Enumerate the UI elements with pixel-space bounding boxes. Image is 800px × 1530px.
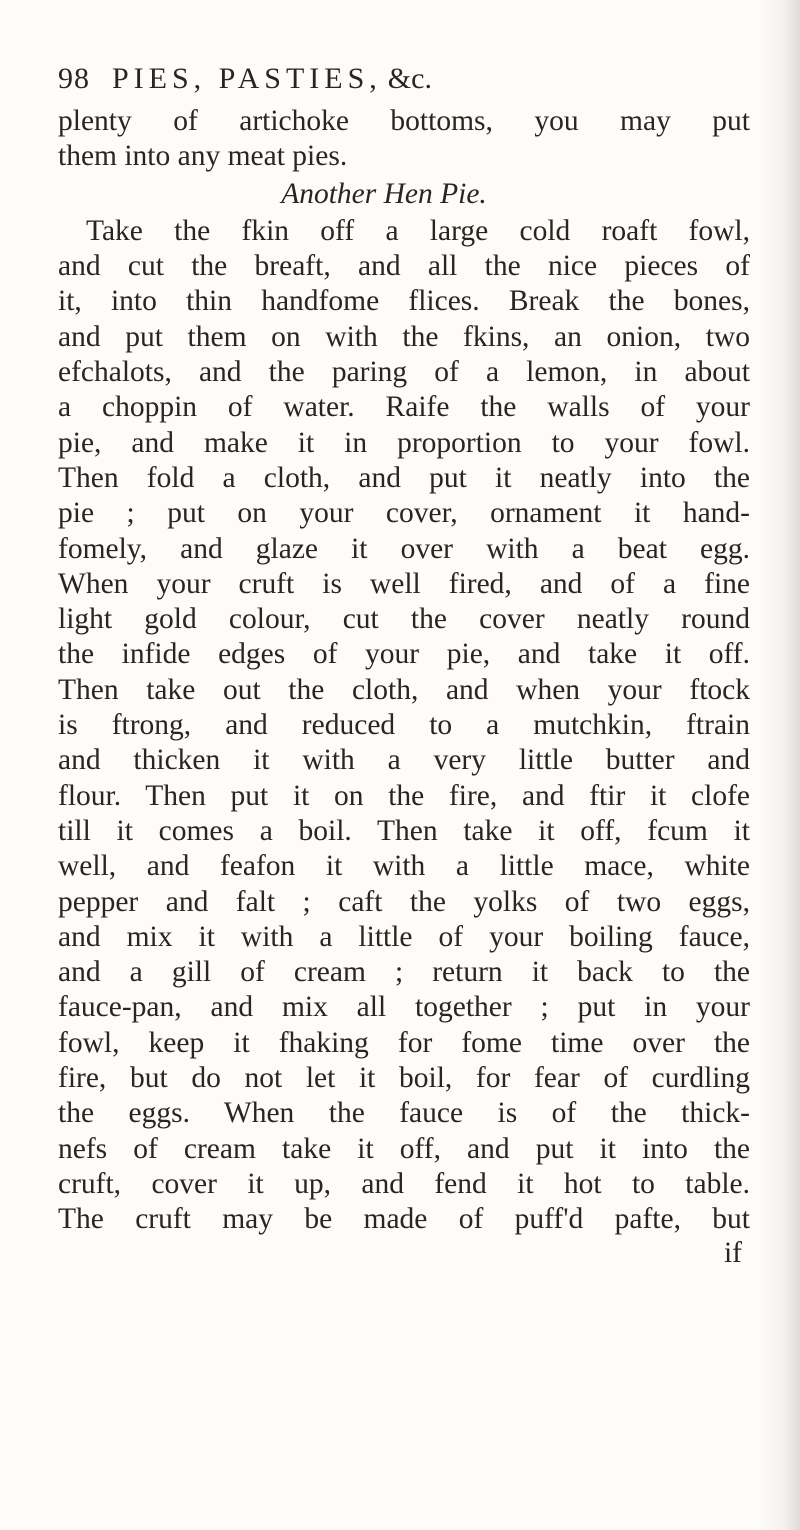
text-line: Take the fkin off a large cold roaft fowl, xyxy=(86,214,750,247)
text-line: plenty of artichoke bottoms, you may put xyxy=(58,105,750,137)
text-line: fauce-pan, and mix all together ; put in your xyxy=(58,991,750,1024)
page-gutter-shadow xyxy=(760,0,800,1530)
text-line: them into any meat pies. xyxy=(58,140,348,173)
text-line: flour. Then put it on the fire, and ftir it clofe xyxy=(58,779,750,812)
text-line: The cruft may be made of puff'd pafte, but xyxy=(58,1203,750,1236)
text-line: Then take out the cloth, and when your ftock xyxy=(58,673,750,706)
body-text xyxy=(58,104,750,1271)
text-line: a choppin of water. Raife the walls of your xyxy=(58,391,750,424)
page-number: 98 xyxy=(58,62,90,95)
running-head xyxy=(58,62,432,96)
text-line: the infide edges of your pie, and take it off. xyxy=(58,638,750,671)
running-title: PIES, PASTIES, xyxy=(112,62,382,95)
text-line: till it comes a boil. Then take it off, fcum it xyxy=(58,814,750,847)
text-line: fire, but do not let it boil, for fear of curdling xyxy=(58,1062,750,1095)
text-line: and thicken it with a very little butter and xyxy=(58,744,750,777)
text-line: the eggs. When the fauce is of the thick- xyxy=(58,1097,750,1130)
text-line: fowl, keep it fhaking for fome time over the xyxy=(58,1026,750,1059)
text-line: Then fold a cloth, and put it neatly into the xyxy=(58,461,750,494)
text-line: and a gill of cream ; return it back to the xyxy=(58,956,750,989)
recipe-heading: Another Hen Pie. xyxy=(281,177,487,210)
text-line: and mix it with a little of your boiling fauce, xyxy=(58,920,750,953)
text-line: fomely, and glaze it over with a beat egg. xyxy=(58,532,750,565)
text-line: and cut the breaft, and all the nice pieces of xyxy=(58,250,750,283)
text-line: and put them on with the fkins, an onion, two xyxy=(58,320,750,353)
text-line: well, and feafon it with a little mace, white xyxy=(58,850,750,883)
text-line: is ftrong, and reduced to a mutchkin, ftrain xyxy=(58,709,750,742)
text-line: When your cruft is well fired, and of a fine xyxy=(58,567,750,600)
text-line: it, into thin handfome flices. Break the bones, xyxy=(58,285,750,318)
running-title-etc: &c. xyxy=(387,62,432,95)
text-line: cruft, cover it up, and fend it hot to table. xyxy=(58,1167,750,1200)
text-line: pie, and make it in proportion to your fowl. xyxy=(58,426,750,459)
text-line: efchalots, and the paring of a lemon, in about xyxy=(58,356,750,389)
catchword: if xyxy=(723,1236,742,1269)
text-line: pepper and falt ; caft the yolks of two eggs, xyxy=(58,885,750,918)
text-line: nefs of cream take it off, and put it into the xyxy=(58,1132,750,1165)
text-line: pie ; put on your cover, ornament it hand- xyxy=(58,497,750,530)
text-line: light gold colour, cut the cover neatly round xyxy=(58,603,750,636)
